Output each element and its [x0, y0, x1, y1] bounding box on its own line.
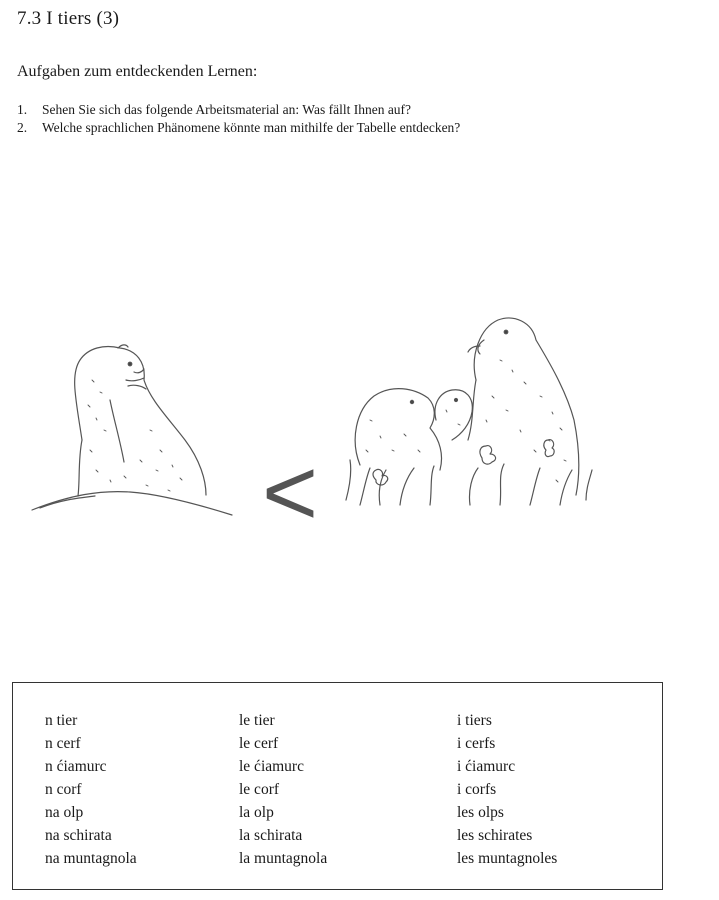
- vocab-cell: les schirates: [457, 827, 533, 844]
- vocab-cell: n tier: [45, 712, 78, 729]
- vocab-cell: les muntagnoles: [457, 850, 558, 867]
- indefinite-singular-column: [45, 709, 137, 870]
- vocab-cell: le ćiamurc: [239, 758, 304, 775]
- task-text: Welche sprachlichen Phänomene könnte man mithilfe der Tabelle entdecken?: [42, 120, 461, 135]
- task-list: [17, 101, 460, 137]
- task-item: [17, 119, 460, 137]
- single-marmot-drawing: [32, 345, 232, 515]
- task-item: [17, 101, 460, 119]
- vocab-cell: na olp: [45, 804, 84, 821]
- definite-singular-column: [239, 709, 327, 870]
- vocab-cell: i tiers: [457, 712, 492, 729]
- vocab-cell: na schirata: [45, 827, 112, 844]
- task-text: Sehen Sie sich das folgende Arbeitsmaterial an: Was fällt Ihnen auf?: [42, 102, 412, 117]
- vocab-cell: n cerf: [45, 735, 81, 752]
- definite-plural-column: [457, 709, 557, 870]
- vocab-cell: le tier: [239, 712, 275, 729]
- vocabulary-table: [12, 682, 663, 890]
- task-number: 2.: [17, 120, 28, 135]
- marmot-family-drawing: [346, 318, 592, 505]
- section-heading: Aufgaben zum entdeckenden Lernen:: [17, 63, 258, 80]
- task-number: 1.: [17, 102, 28, 117]
- vocab-cell: na muntagnola: [45, 850, 137, 867]
- relation-symbol: <: [262, 439, 319, 540]
- vocab-cell: n ćiamurc: [45, 758, 107, 775]
- vocab-cell: la olp: [239, 804, 274, 821]
- page-title: 7.3 I tiers (3): [17, 8, 120, 29]
- vocab-cell: la muntagnola: [239, 850, 328, 867]
- vocab-cell: les olps: [457, 804, 504, 821]
- vocab-cell: i ćiamurc: [457, 758, 516, 775]
- marmot-illustration: [0, 300, 719, 540]
- vocab-cell: i cerfs: [457, 735, 496, 752]
- vocab-cell: i corfs: [457, 781, 497, 798]
- vocab-cell: le corf: [239, 781, 280, 798]
- vocab-cell: n corf: [45, 781, 82, 798]
- vocab-cell: le cerf: [239, 735, 279, 752]
- vocab-cell: la schirata: [239, 827, 303, 844]
